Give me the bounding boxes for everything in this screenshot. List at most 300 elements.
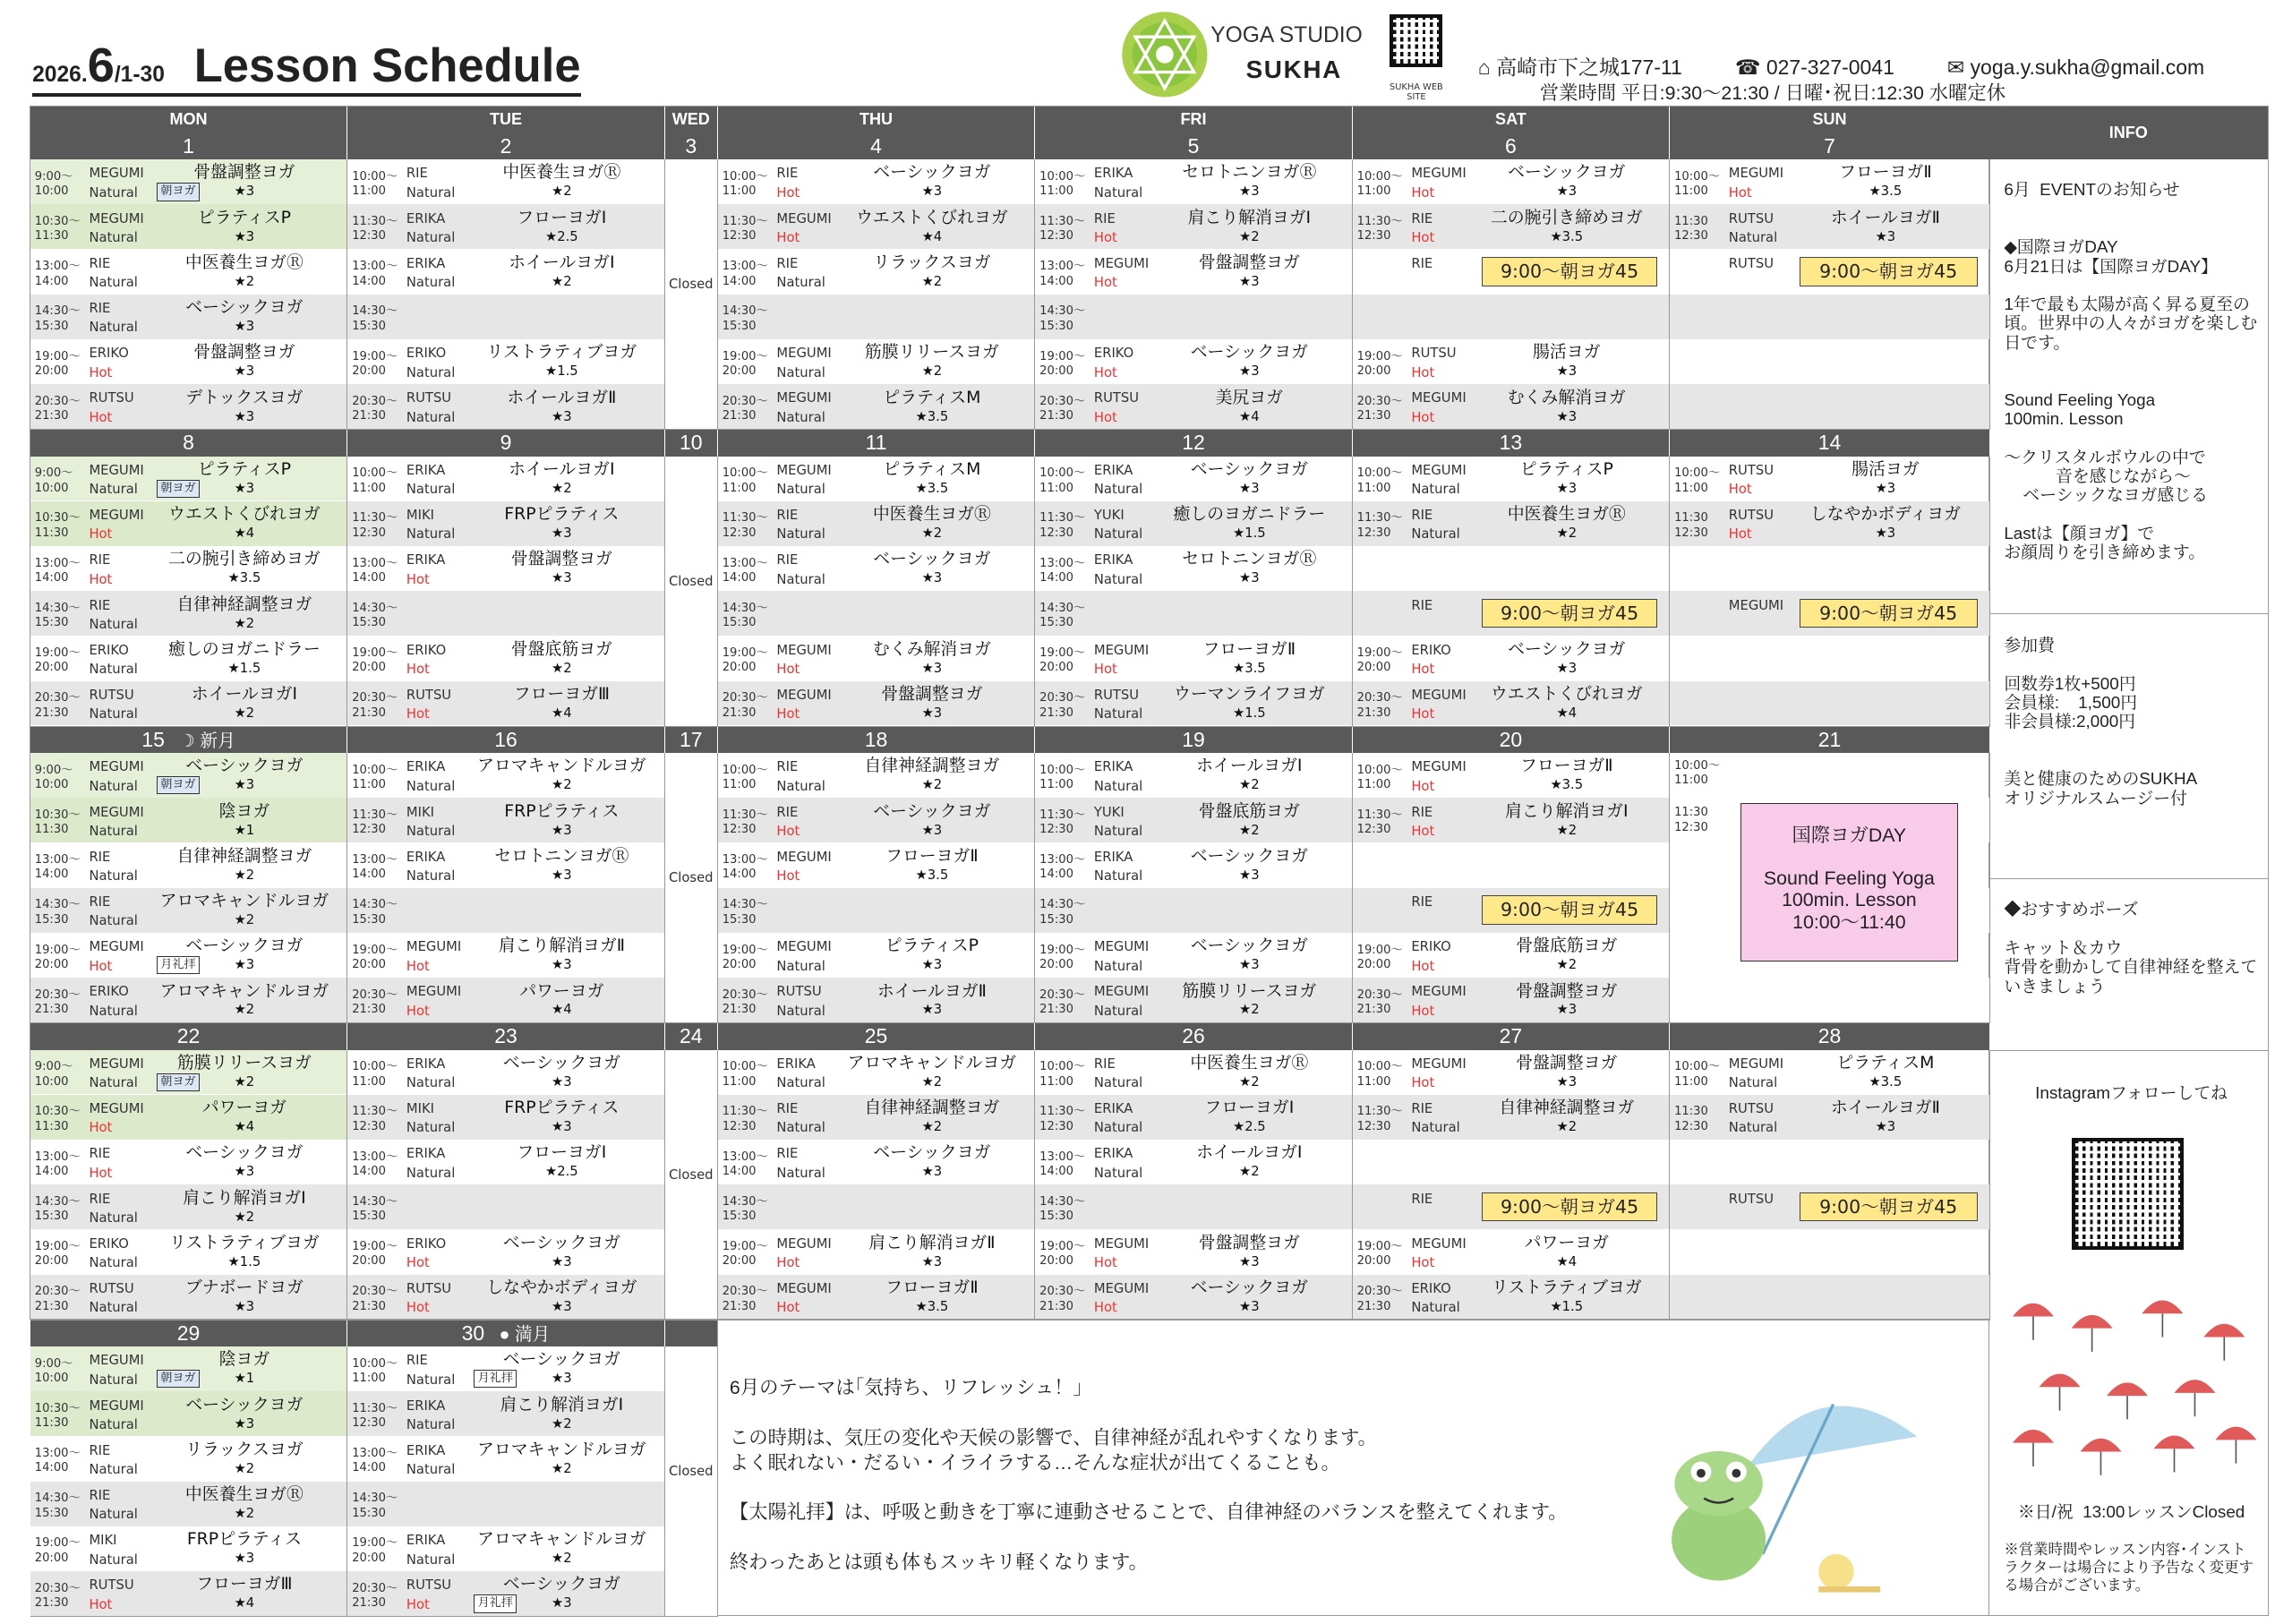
class-slot[interactable] — [30, 384, 346, 429]
class-name[interactable]: ホイールヨガⅠ — [1196, 1142, 1303, 1163]
room-type: Natural — [776, 1165, 825, 1181]
class-name[interactable]: ベーシックヨガ — [873, 162, 991, 183]
class-name[interactable]: 骨盤調整ヨガ — [1516, 980, 1618, 1001]
difficulty-stars: ★3 — [234, 319, 255, 335]
room-type: Natural — [776, 571, 825, 587]
class-slot[interactable] — [1035, 384, 1351, 429]
class-name[interactable]: ウエストくびれヨガ — [168, 504, 321, 525]
info-event: 6月 EVENTのお知らせ ◆国際ヨガDAY 6月21日は【国際ヨガDAY】 1年で最も太陽が高く昇る夏至の頃。世界中の人々がヨガを楽しむ日です。 Sound Feeling Yoga 100min. Lesson ～クリスタルボウルの中で 音を感じながら～ ベーシックなヨガ感じる Lastは【顔ヨガ】で お顔周りを引き締めます。 — [2004, 180, 2258, 562]
class-slot[interactable] — [30, 1095, 346, 1140]
class-name[interactable]: ウーマンライフヨガ — [1174, 684, 1325, 705]
class-name[interactable]: アロマキャンドルヨガ — [159, 980, 329, 1001]
class-slot[interactable] — [347, 843, 663, 888]
class-slot[interactable] — [1670, 1095, 1989, 1140]
class-slot[interactable] — [718, 1275, 1034, 1320]
class-slot[interactable] — [718, 637, 1034, 681]
class-slot[interactable] — [1035, 681, 1351, 726]
class-name[interactable]: 中医養生ヨガⓇ — [502, 162, 621, 183]
class-name[interactable]: フローヨガⅡ — [885, 845, 979, 866]
instructor-name: ERIKO — [1093, 346, 1134, 362]
class-slot[interactable] — [1353, 339, 1669, 384]
class-name[interactable]: ピラティスP — [885, 936, 979, 956]
class-slot[interactable] — [718, 339, 1034, 384]
class-slot[interactable] — [347, 546, 663, 591]
class-slot[interactable] — [347, 501, 663, 546]
class-slot[interactable] — [347, 798, 663, 842]
class-slot[interactable] — [1035, 933, 1351, 978]
instructor-name: ERIKA — [1093, 1101, 1133, 1117]
class-slot[interactable] — [347, 204, 663, 249]
class-name[interactable]: 二の腕引き締めヨガ — [1490, 207, 1643, 227]
class-name[interactable]: FRPピラティス — [504, 1098, 620, 1118]
morning-yoga-45-badge[interactable]: 9:00～朝ヨガ45 — [1482, 895, 1657, 925]
class-name[interactable]: フローヨガⅢ — [196, 1574, 293, 1594]
class-name[interactable]: 骨盤底筋ヨガ — [1198, 800, 1300, 821]
class-slot[interactable] — [718, 1050, 1034, 1095]
class-name[interactable]: FRPピラティス — [186, 1529, 302, 1550]
class-name[interactable]: 陰ヨガ — [218, 1349, 270, 1370]
class-name[interactable]: ベーシックヨガ — [1508, 638, 1626, 659]
class-name[interactable]: ベーシックヨガ — [873, 549, 991, 569]
class-name[interactable]: 自律神経調整ヨガ — [176, 845, 312, 866]
class-name[interactable]: 肩こり解消ヨガⅡ — [868, 1232, 996, 1252]
class-slot[interactable] — [30, 204, 346, 249]
morning-yoga-45-badge[interactable]: 9:00～朝ヨガ45 — [1482, 1192, 1657, 1222]
difficulty-stars: ★2 — [921, 526, 943, 542]
class-slot[interactable] — [347, 1346, 663, 1391]
class-name[interactable]: フローヨガⅢ — [513, 684, 610, 705]
class-name[interactable]: 骨盤調整ヨガ — [1516, 1052, 1618, 1073]
class-slot[interactable] — [347, 1140, 663, 1184]
class-name[interactable]: 陰ヨガ — [218, 800, 270, 821]
class-name[interactable]: 腸活ヨガ — [1533, 342, 1601, 363]
class-slot[interactable] — [30, 339, 346, 384]
slot-time: 13:00～ 14:00 — [352, 556, 398, 585]
class-name[interactable]: ホイールヨガⅠ — [1196, 756, 1303, 776]
class-name[interactable]: ホイールヨガⅠ — [191, 684, 298, 705]
class-slot[interactable] — [1670, 501, 1989, 546]
class-slot[interactable] — [30, 888, 346, 933]
class-name[interactable]: アロマキャンドルヨガ — [477, 756, 646, 776]
class-slot[interactable] — [30, 250, 346, 295]
class-slot[interactable] — [718, 457, 1034, 501]
class-name[interactable]: ベーシックヨガ — [185, 936, 304, 956]
class-slot[interactable] — [347, 978, 663, 1022]
class-name[interactable]: リストラティブヨガ — [168, 1232, 320, 1252]
class-slot[interactable] — [718, 933, 1034, 978]
class-slot[interactable] — [347, 933, 663, 978]
class-slot[interactable] — [1353, 159, 1669, 204]
class-name[interactable]: 肩こり解消ヨガⅡ — [498, 936, 625, 956]
class-name[interactable]: フローヨガⅡ — [1519, 756, 1613, 776]
morning-yoga-45-badge[interactable]: 9:00～朝ヨガ45 — [1482, 257, 1657, 286]
day-cell — [718, 1050, 1035, 1321]
class-name[interactable]: ホイールヨガⅡ — [877, 980, 987, 1001]
class-name[interactable]: 骨盤調整ヨガ — [881, 684, 983, 705]
class-slot[interactable] — [1670, 1050, 1989, 1095]
class-slot[interactable] — [30, 1050, 346, 1095]
class-slot[interactable] — [1353, 1095, 1669, 1140]
class-slot[interactable] — [30, 933, 346, 978]
class-slot[interactable] — [30, 798, 346, 842]
day-number-text: 12 — [1182, 431, 1205, 455]
class-name[interactable]: 骨盤調整ヨガ — [510, 549, 612, 569]
instructor-name: RIE — [406, 1353, 428, 1369]
class-name[interactable]: 中医養生ヨガⓇ — [872, 504, 991, 525]
slot-time: 19:00～ 20:00 — [1039, 943, 1086, 971]
class-name[interactable]: ベーシックヨガ — [1190, 936, 1308, 956]
class-name[interactable]: 美尻ヨガ — [1215, 387, 1284, 407]
class-slot[interactable] — [1035, 843, 1351, 888]
class-slot[interactable] — [347, 1050, 663, 1095]
class-name[interactable]: 自律神経調整ヨガ — [1499, 1098, 1635, 1118]
class-name[interactable]: ウエストくびれヨガ — [1490, 684, 1643, 705]
class-name[interactable]: フローヨガⅡ — [885, 1278, 979, 1297]
class-slot[interactable] — [718, 159, 1034, 204]
slot-time: 14:30～ 15:30 — [352, 1194, 398, 1224]
room-type: Hot — [1093, 1300, 1117, 1316]
class-slot[interactable] — [30, 637, 346, 681]
class-slot[interactable] — [30, 457, 346, 501]
difficulty-stars: ★3 — [234, 777, 255, 793]
difficulty-stars: ★2 — [921, 1119, 943, 1135]
class-slot — [1353, 843, 1669, 888]
class-slot[interactable] — [30, 591, 346, 636]
class-slot[interactable] — [1035, 1230, 1351, 1275]
class-name[interactable]: 筋膜リリースヨガ — [864, 342, 999, 363]
class-name[interactable]: 骨盤調整ヨガ — [1198, 1232, 1300, 1252]
instructor-name: ERIKO — [89, 346, 129, 362]
class-name[interactable]: セロトニンヨガⓇ — [1182, 549, 1317, 569]
class-name[interactable]: パワーヨガ — [1524, 1232, 1609, 1252]
difficulty-stars: ★2.5 — [545, 1164, 578, 1180]
class-name[interactable]: しなやかボディヨガ — [1809, 504, 1961, 525]
difficulty-stars: ★3 — [552, 1253, 572, 1269]
class-name[interactable]: 中医養生ヨガⓇ — [184, 1484, 304, 1505]
class-name[interactable]: フローヨガⅠ — [517, 1142, 607, 1163]
class-slot[interactable] — [347, 250, 663, 295]
class-slot[interactable] — [347, 384, 663, 429]
class-slot[interactable] — [1353, 681, 1669, 726]
class-slot[interactable] — [718, 384, 1034, 429]
class-slot[interactable] — [718, 250, 1034, 295]
slot-time: 19:00～ 20:00 — [722, 349, 768, 378]
class-slot[interactable] — [30, 1275, 346, 1320]
room-type: Natural — [776, 1075, 825, 1091]
class-name[interactable]: FRPピラティス — [504, 504, 620, 525]
class-name[interactable]: ベーシックヨガ — [185, 1142, 304, 1163]
class-name[interactable]: フローヨガⅡ — [1202, 638, 1296, 659]
class-name[interactable]: 二の腕引き締めヨガ — [168, 549, 321, 569]
class-slot[interactable] — [30, 1482, 346, 1526]
class-slot[interactable] — [1035, 546, 1351, 591]
class-slot[interactable] — [1353, 798, 1669, 842]
class-slot[interactable] — [718, 1140, 1034, 1184]
class-name[interactable]: ホイールヨガⅡ — [1830, 207, 1940, 227]
class-name[interactable]: 自律神経調整ヨガ — [176, 594, 312, 614]
class-slot[interactable] — [30, 1526, 346, 1571]
class-slot[interactable] — [1035, 753, 1351, 798]
class-slot[interactable] — [1670, 457, 1989, 501]
class-name[interactable]: ピラティスM — [883, 458, 981, 479]
class-slot[interactable] — [718, 681, 1034, 726]
class-name[interactable]: 中医養生ヨガⓇ — [184, 252, 304, 272]
slot-time: 20:30～ 21:30 — [34, 1581, 81, 1611]
class-name[interactable]: 筋膜リリースヨガ — [176, 1052, 312, 1073]
class-name[interactable]: 中医養生ヨガⓇ — [1190, 1052, 1309, 1073]
class-slot[interactable] — [30, 1346, 346, 1391]
class-name[interactable]: ピラティスM — [883, 387, 981, 407]
class-name[interactable]: リラックスヨガ — [873, 252, 991, 272]
class-slot[interactable] — [347, 681, 663, 726]
studio-name: YOGA STUDIO — [1210, 23, 1363, 48]
instructor-name: ERIKA — [1093, 166, 1133, 182]
class-name[interactable]: 肩こり解消ヨガⅠ — [1187, 207, 1312, 227]
class-name[interactable]: 骨盤底筋ヨガ — [1516, 936, 1618, 956]
class-name[interactable]: 肩こり解消ヨガⅠ — [1504, 800, 1629, 821]
difficulty-stars: ★2 — [234, 1002, 255, 1018]
class-slot[interactable] — [30, 501, 346, 546]
class-slot — [1670, 681, 1989, 726]
class-slot[interactable] — [1353, 933, 1669, 978]
class-slot[interactable] — [347, 457, 663, 501]
class-slot[interactable] — [347, 1095, 663, 1140]
class-slot[interactable] — [1353, 1275, 1669, 1320]
class-name[interactable]: 肩こり解消ヨガⅠ — [500, 1394, 624, 1415]
class-name[interactable]: ベーシックヨガ — [1508, 162, 1626, 183]
morning-yoga-45-badge[interactable]: 9:00～朝ヨガ45 — [1482, 599, 1657, 628]
class-slot[interactable] — [718, 1230, 1034, 1275]
class-name[interactable]: ウエストくびれヨガ — [856, 207, 1008, 227]
class-slot[interactable] — [30, 295, 346, 339]
class-slot[interactable] — [718, 546, 1034, 591]
class-name[interactable]: 骨盤調整ヨガ — [1198, 252, 1300, 272]
class-name[interactable]: ホイールヨガⅡ — [1830, 1098, 1940, 1118]
class-slot[interactable] — [1353, 384, 1669, 429]
class-name[interactable]: アロマキャンドルヨガ — [477, 1529, 646, 1550]
class-name[interactable]: アロマキャンドルヨガ — [159, 891, 329, 911]
class-name[interactable]: ブナボードヨガ — [184, 1278, 304, 1297]
class-name[interactable]: ベーシックヨガ — [502, 1052, 620, 1073]
class-name[interactable]: ベーシックヨガ — [502, 1574, 620, 1594]
class-slot[interactable] — [1035, 637, 1351, 681]
class-name[interactable]: フローヨガⅡ — [1839, 162, 1932, 183]
difficulty-stars: ★3 — [552, 1119, 572, 1135]
instructor-name: MEGUMI — [1411, 687, 1467, 703]
room-type: Hot — [406, 1300, 430, 1316]
difficulty-stars: ★2 — [1239, 777, 1260, 793]
class-slot[interactable] — [1035, 1275, 1351, 1320]
class-name[interactable]: ホイールヨガⅠ — [509, 458, 615, 479]
class-slot[interactable] — [1035, 250, 1351, 295]
class-name[interactable]: 腸活ヨガ — [1852, 458, 1920, 479]
class-slot[interactable] — [1035, 501, 1351, 546]
class-slot[interactable] — [1353, 1230, 1669, 1275]
class-slot[interactable] — [1353, 204, 1669, 249]
class-name[interactable]: ベーシックヨガ — [185, 756, 304, 776]
class-slot[interactable] — [347, 1526, 663, 1571]
slot-time: 11:30～ 12:30 — [1039, 1105, 1086, 1133]
instructor-name: ERIKA — [406, 759, 446, 775]
class-name[interactable]: ホイールヨガⅡ — [507, 387, 617, 407]
morning-yoga-45-badge[interactable]: 9:00～朝ヨガ45 — [1800, 1192, 1978, 1222]
class-name[interactable]: ベーシックヨガ — [1190, 458, 1308, 479]
email[interactable]: yoga.y.sukha@gmail.com — [1970, 56, 2205, 80]
morning-yoga-45-badge[interactable]: 9:00～朝ヨガ45 — [1800, 257, 1978, 286]
class-name[interactable]: パワーヨガ — [519, 980, 604, 1001]
class-name[interactable]: パワーヨガ — [201, 1098, 287, 1118]
class-slot[interactable] — [30, 978, 346, 1022]
class-name[interactable]: 自律神経調整ヨガ — [864, 756, 1000, 776]
class-slot[interactable] — [1353, 501, 1669, 546]
class-name[interactable]: 筋膜リリースヨガ — [1182, 980, 1317, 1001]
class-name[interactable]: ベーシックヨガ — [1190, 1278, 1308, 1297]
class-name[interactable]: 骨盤底筋ヨガ — [510, 638, 612, 659]
contact-info — [1478, 51, 2257, 81]
class-slot[interactable] — [1670, 204, 1989, 249]
class-slot[interactable] — [30, 159, 346, 204]
class-slot[interactable] — [718, 843, 1034, 888]
class-slot[interactable] — [347, 1230, 663, 1275]
room-type: Natural — [406, 275, 456, 291]
class-name[interactable]: ベーシックヨガ — [502, 1349, 620, 1370]
yoga-day-event-box[interactable] — [1740, 803, 1958, 962]
class-slot[interactable] — [1035, 798, 1351, 842]
class-slot[interactable] — [1353, 1050, 1669, 1095]
class-slot[interactable] — [1035, 1050, 1351, 1095]
class-name[interactable]: 骨盤調整ヨガ — [193, 342, 295, 363]
difficulty-stars: ★4 — [1239, 408, 1260, 424]
class-name[interactable]: 癒しのヨガニドラー — [168, 638, 321, 659]
class-slot[interactable] — [718, 798, 1034, 842]
class-slot[interactable] — [1353, 637, 1669, 681]
class-name[interactable]: 自律神経調整ヨガ — [864, 1098, 1000, 1118]
difficulty-stars: ★3 — [234, 1415, 255, 1432]
instagram-qr-code[interactable] — [2072, 1138, 2184, 1250]
class-name[interactable]: ピラティスM — [1836, 1052, 1935, 1073]
slot-time: 10:30～ 11:30 — [34, 511, 81, 540]
class-name[interactable]: アロマキャンドルヨガ — [477, 1439, 646, 1459]
class-slot[interactable] — [30, 1571, 346, 1616]
class-name[interactable]: ベーシックヨガ — [873, 1142, 991, 1163]
class-name[interactable]: アロマキャンドルヨガ — [847, 1052, 1017, 1073]
morning-yoga-45-badge[interactable]: 9:00～朝ヨガ45 — [1800, 599, 1978, 628]
class-name[interactable]: ベーシックヨガ — [873, 800, 991, 821]
class-slot[interactable] — [30, 681, 346, 726]
class-slot[interactable] — [347, 159, 663, 204]
class-slot[interactable] — [30, 1391, 346, 1436]
class-name[interactable]: リストラティブヨガ — [1491, 1278, 1642, 1297]
class-name[interactable]: セロトニンヨガⓇ — [1182, 162, 1317, 183]
class-slot[interactable] — [718, 501, 1034, 546]
class-slot[interactable] — [718, 1095, 1034, 1140]
class-name[interactable]: ベーシックヨガ — [1190, 342, 1308, 363]
class-slot[interactable] — [1035, 978, 1351, 1022]
class-slot[interactable] — [347, 1391, 663, 1436]
class-slot[interactable] — [1035, 204, 1351, 249]
class-slot[interactable] — [1035, 1095, 1351, 1140]
class-slot[interactable] — [347, 1275, 663, 1320]
class-slot[interactable] — [30, 1437, 346, 1482]
slot-time: 14:30～ 15:30 — [722, 304, 768, 333]
class-slot[interactable] — [347, 1437, 663, 1482]
day-number — [30, 1321, 347, 1347]
room-type: Hot — [776, 229, 800, 245]
class-name[interactable]: フローヨガⅠ — [1204, 1098, 1295, 1118]
class-name[interactable]: フローヨガⅠ — [517, 207, 607, 227]
class-slot[interactable] — [30, 1230, 346, 1275]
class-name[interactable]: ピラティスP — [1519, 458, 1613, 479]
day-number — [718, 430, 1035, 457]
slot-time: 10:00～ 11:00 — [1039, 466, 1086, 495]
class-slot[interactable] — [347, 1571, 663, 1616]
day-cell — [30, 159, 347, 430]
class-slot — [718, 591, 1034, 636]
class-name[interactable]: ベーシックヨガ — [185, 1394, 304, 1415]
class-name[interactable]: ホイールヨガⅠ — [509, 252, 615, 272]
class-name[interactable]: むくみ解消ヨガ — [1507, 387, 1626, 407]
class-name[interactable]: ピラティスP — [197, 458, 291, 479]
instructor-name: ERIKO — [1411, 642, 1451, 658]
class-slot[interactable] — [30, 753, 346, 798]
website-qr-code[interactable] — [1390, 14, 1442, 67]
class-slot[interactable] — [1353, 978, 1669, 1022]
class-name[interactable]: 肩こり解消ヨガⅠ — [183, 1187, 306, 1208]
class-slot[interactable] — [1353, 753, 1669, 798]
class-slot[interactable] — [1353, 457, 1669, 501]
class-name[interactable]: 中医養生ヨガⓇ — [1507, 504, 1626, 525]
difficulty-stars: ★4 — [1556, 705, 1578, 721]
class-name[interactable]: ベーシックヨガ — [185, 297, 304, 318]
class-slot[interactable] — [30, 546, 346, 591]
class-slot[interactable] — [1035, 339, 1351, 384]
class-slot[interactable] — [718, 204, 1034, 249]
class-name[interactable]: ピラティスP — [197, 207, 291, 227]
room-type: Natural — [406, 1551, 456, 1568]
class-name[interactable]: 癒しのヨガニドラー — [1173, 504, 1326, 525]
class-name[interactable]: FRPピラティス — [504, 800, 620, 821]
class-name[interactable]: むくみ解消ヨガ — [872, 638, 991, 659]
class-name[interactable]: しなやかボディヨガ — [486, 1278, 637, 1297]
slot-time: 9:00～ 10:00 — [34, 466, 73, 495]
class-slot[interactable] — [1035, 159, 1351, 204]
weekday-header-sat: SAT — [1353, 107, 1670, 133]
class-name[interactable]: リラックスヨガ — [185, 1439, 304, 1459]
class-name[interactable]: デトックスヨガ — [185, 387, 304, 407]
class-slot[interactable] — [347, 753, 663, 798]
class-slot[interactable] — [347, 339, 663, 384]
class-slot[interactable] — [718, 978, 1034, 1022]
class-name[interactable]: ベーシックヨガ — [502, 1232, 620, 1252]
class-slot[interactable] — [1035, 1140, 1351, 1184]
class-slot[interactable] — [1670, 159, 1989, 204]
class-name[interactable]: リストラティブヨガ — [486, 342, 637, 363]
room-type: Hot — [89, 571, 113, 587]
class-slot[interactable] — [30, 1140, 346, 1184]
slot-time: 11:30～ 12:30 — [722, 214, 768, 244]
class-slot[interactable] — [30, 843, 346, 888]
class-name[interactable]: 骨盤調整ヨガ — [193, 162, 295, 183]
class-name[interactable]: セロトニンヨガⓇ — [494, 845, 629, 866]
class-slot[interactable] — [718, 753, 1034, 798]
class-name[interactable]: ベーシックヨガ — [1190, 845, 1308, 866]
class-slot[interactable] — [1035, 457, 1351, 501]
difficulty-stars: ★2 — [1239, 228, 1260, 244]
class-slot[interactable] — [30, 1184, 346, 1229]
room-type: Hot — [1093, 364, 1117, 380]
instructor-name: RUTSU — [1728, 1191, 1774, 1207]
class-slot[interactable] — [347, 637, 663, 681]
